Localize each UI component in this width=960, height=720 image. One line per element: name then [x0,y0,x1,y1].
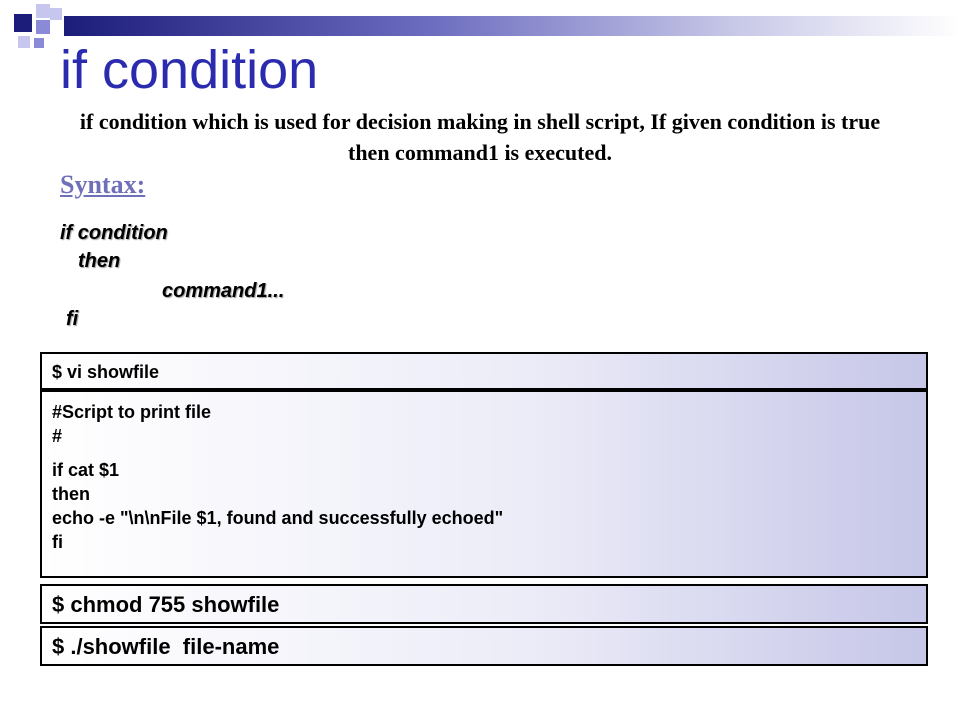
syntax-line: command1... [162,280,285,302]
chmod-command-text: $ chmod 755 showfile [52,592,280,617]
script-line: if cat $1 [52,460,120,480]
script-line: fi [52,532,63,552]
syntax-heading: Syntax: [60,170,146,199]
script-line: # [52,426,63,446]
run-command-text: $ ./showfile file-name [52,634,280,659]
corner-square-decoration [36,20,50,34]
script-line: echo -e "\n\nFile $1, found and successfully echoed" [52,508,504,528]
corner-square-decoration [50,8,62,20]
intro-text: if condition which is used for decision making in shell script, If given condition is true then command1 is executed. [79,109,881,165]
corner-square-decoration [34,38,44,48]
file-command-text: $ vi showfile [52,362,160,382]
syntax-line: fi [66,308,79,330]
script-box [40,390,928,578]
corner-square-decoration [14,14,32,32]
script-line: then [52,484,90,504]
corner-square-decoration [18,36,30,48]
run-command-box [40,626,928,666]
top-gradient-bar [64,16,960,36]
chmod-command-box [40,584,928,624]
syntax-line: then [78,250,121,272]
script-line: #Script to print file [52,402,212,422]
corner-square-decoration [36,4,50,18]
file-command-box [40,352,928,390]
slide-title: if condition [60,40,319,100]
syntax-line: if condition [60,222,168,244]
